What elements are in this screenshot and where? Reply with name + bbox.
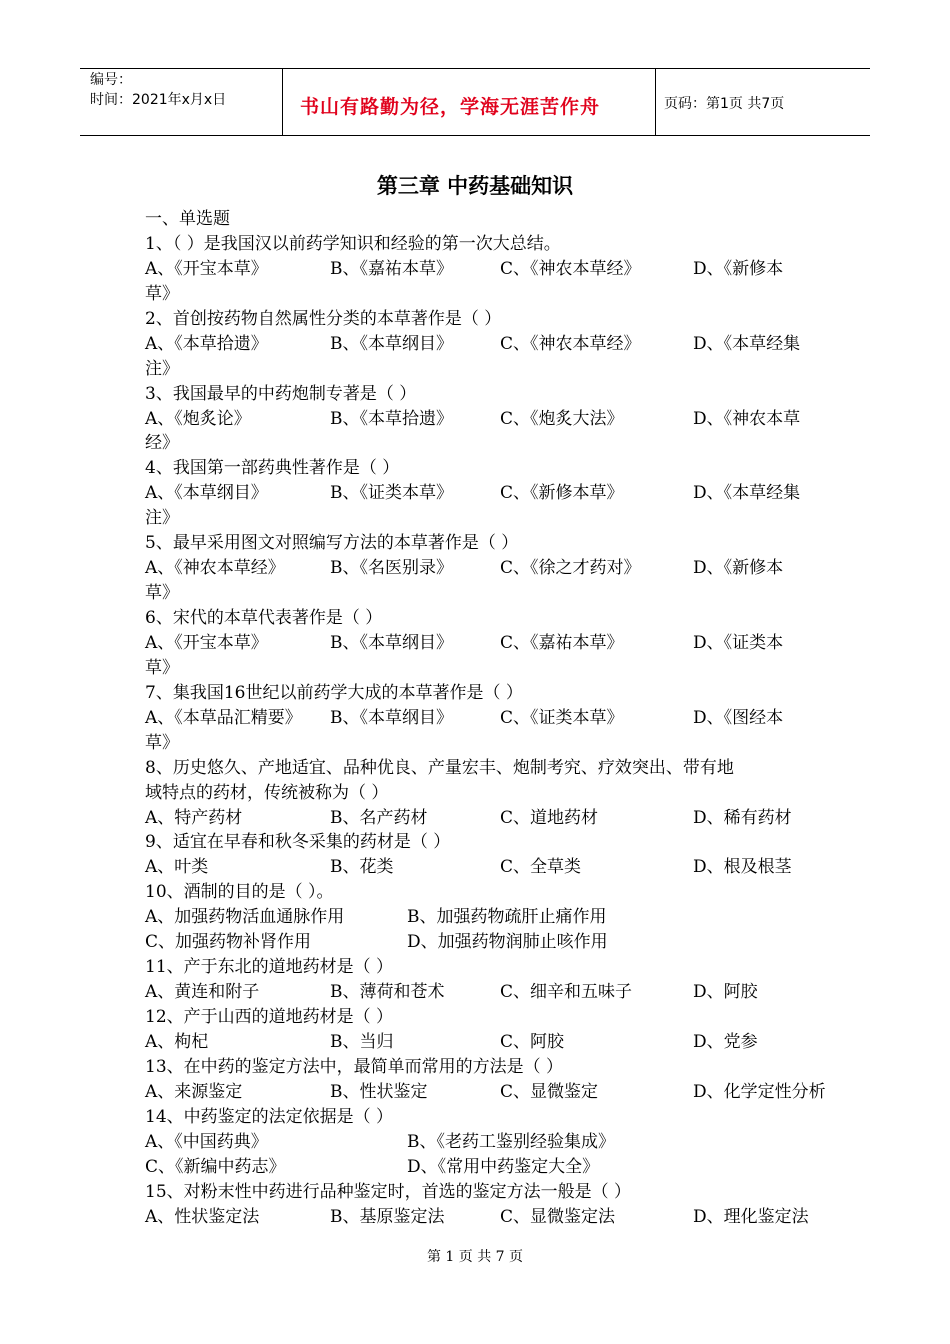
option-c: C、《嘉祐本草》 bbox=[500, 632, 624, 653]
option-wrap bbox=[145, 656, 815, 681]
header-divider-right bbox=[655, 68, 656, 136]
question-text: 9、适宜在早春和秋冬采集的药材是（ ） bbox=[145, 832, 451, 853]
option-text-continued: 注》 bbox=[145, 508, 179, 529]
question-9 bbox=[145, 830, 815, 855]
option-a: A、加强药物活血通脉作用 bbox=[145, 907, 345, 928]
option-b: B、《老药工鉴别经验集成》 bbox=[407, 1131, 615, 1152]
question-text: 8、历史悠久、产地适宜、品种优良、产量宏丰、炮制考究、疗效突出、带有地 bbox=[145, 757, 734, 778]
option-c: C、《炮炙大法》 bbox=[500, 408, 624, 429]
option-a: A、《神农本草经》 bbox=[145, 558, 285, 579]
page-footer: 第 1 页 共 7 页 bbox=[426, 1249, 524, 1265]
options-row bbox=[145, 1030, 815, 1055]
option-text-continued: 草》 bbox=[145, 657, 179, 678]
header-divider-left bbox=[282, 68, 283, 136]
option-d: D、根及根茎 bbox=[693, 857, 792, 878]
question-10 bbox=[145, 880, 815, 905]
option-d: D、稀有药材 bbox=[693, 807, 792, 828]
option-a: A、《中国药典》 bbox=[145, 1131, 268, 1152]
option-c: C、《证类本草》 bbox=[500, 707, 624, 728]
question-8 bbox=[145, 756, 815, 781]
question-15 bbox=[145, 1180, 815, 1205]
option-b: B、当归 bbox=[330, 1031, 394, 1052]
header-page-info: 页码：第1页 共7页 bbox=[664, 96, 785, 112]
options-row bbox=[145, 905, 815, 930]
option-d: D、《本草经集 bbox=[693, 483, 801, 504]
question-text: 11、产于东北的道地药材是（ ） bbox=[145, 957, 394, 978]
options-row bbox=[145, 980, 815, 1005]
question-text: 15、对粉末性中药进行品种鉴定时，首选的鉴定方法一般是（ ） bbox=[145, 1181, 632, 1202]
option-d: D、化学定性分析 bbox=[693, 1081, 826, 1102]
option-b: B、《名医别录》 bbox=[330, 558, 453, 579]
question-3 bbox=[145, 382, 815, 407]
option-wrap bbox=[145, 431, 815, 456]
question-4 bbox=[145, 456, 815, 481]
option-c: C、显微鉴定法 bbox=[500, 1206, 616, 1227]
option-c: C、显微鉴定 bbox=[500, 1081, 599, 1102]
question-11 bbox=[145, 955, 815, 980]
question-13 bbox=[145, 1055, 815, 1080]
option-a: A、来源鉴定 bbox=[145, 1081, 243, 1102]
option-a: A、枸杞 bbox=[145, 1031, 209, 1052]
options-row bbox=[145, 1130, 815, 1155]
option-d: D、阿胶 bbox=[693, 982, 758, 1003]
question-5 bbox=[145, 531, 815, 556]
options-row-2 bbox=[145, 1155, 815, 1180]
option-d: D、《证类本 bbox=[693, 632, 784, 653]
option-d: D、《新修本 bbox=[693, 558, 784, 579]
option-b: B、基原鉴定法 bbox=[330, 1206, 445, 1227]
header-top-rule bbox=[80, 68, 870, 69]
question-6 bbox=[145, 606, 815, 631]
option-a: A、《本草纲目》 bbox=[145, 483, 268, 504]
question-12 bbox=[145, 1005, 815, 1030]
option-a: A、《炮炙论》 bbox=[145, 408, 251, 429]
question-2 bbox=[145, 307, 815, 332]
option-d: D、《图经本 bbox=[693, 707, 784, 728]
option-a: A、特产药材 bbox=[145, 807, 243, 828]
option-d: D、《新修本 bbox=[693, 258, 784, 279]
options-row bbox=[145, 855, 815, 880]
option-b: B、花类 bbox=[330, 857, 394, 878]
option-c: C、《徐之才药对》 bbox=[500, 558, 641, 579]
option-a: A、黄连和附子 bbox=[145, 982, 260, 1003]
option-b: B、《本草纲目》 bbox=[330, 707, 453, 728]
option-d: D、《神农本草 bbox=[693, 408, 801, 429]
option-wrap bbox=[145, 357, 815, 382]
option-c: C、加强药物补肾作用 bbox=[145, 932, 312, 953]
option-text-continued: 草》 bbox=[145, 283, 179, 304]
options-row bbox=[145, 1080, 826, 1105]
question-list bbox=[145, 207, 826, 1229]
question-8-continued bbox=[145, 781, 815, 806]
section-heading: 一、单选题 bbox=[145, 209, 230, 229]
question-text: 5、最早采用图文对照编写方法的本草著作是（ ） bbox=[145, 533, 519, 554]
option-c: C、阿胶 bbox=[500, 1031, 565, 1052]
option-a: A、性状鉴定法 bbox=[145, 1206, 260, 1227]
option-b: B、《本草拾遗》 bbox=[330, 408, 453, 429]
option-text-continued: 注》 bbox=[145, 358, 179, 379]
question-text: 3、我国最早的中药炮制专著是（ ） bbox=[145, 383, 417, 404]
option-d: D、加强药物润肺止咳作用 bbox=[407, 932, 608, 953]
option-b: B、《本草纲目》 bbox=[330, 333, 453, 354]
option-a: A、《本草拾遗》 bbox=[145, 333, 268, 354]
options-row bbox=[145, 706, 815, 731]
question-text: 2、首创按药物自然属性分类的本草著作是（ ） bbox=[145, 308, 502, 329]
question-text: 14、中药鉴定的法定依据是（ ） bbox=[145, 1106, 394, 1127]
options-row bbox=[145, 556, 815, 581]
options-row bbox=[145, 806, 815, 831]
options-row bbox=[145, 257, 815, 282]
question-text: 7、集我国16世纪以前药学大成的本草著作是（ ） bbox=[145, 682, 523, 703]
option-a: A、《开宝本草》 bbox=[145, 258, 268, 279]
option-c: C、全草类 bbox=[500, 857, 582, 878]
header-motto: 书山有路勤为径，学海无涯苦作舟 bbox=[300, 96, 601, 118]
question-14 bbox=[145, 1105, 815, 1130]
option-b: B、《证类本草》 bbox=[330, 483, 453, 504]
option-b: B、《嘉祐本草》 bbox=[330, 258, 453, 279]
options-row bbox=[145, 631, 815, 656]
option-b: B、性状鉴定 bbox=[330, 1081, 428, 1102]
option-text-continued: 草》 bbox=[145, 732, 179, 753]
question-1 bbox=[145, 232, 815, 257]
question-text: 12、产于山西的道地药材是（ ） bbox=[145, 1007, 394, 1027]
header-bottom-rule bbox=[80, 135, 870, 136]
question-text: 10、酒制的目的是（ ）。 bbox=[145, 882, 334, 903]
chapter-title: 第三章 中药基础知识 bbox=[376, 174, 574, 198]
option-a: A、叶类 bbox=[145, 857, 209, 878]
option-c: C、《神农本草经》 bbox=[500, 333, 641, 354]
options-row bbox=[145, 407, 815, 432]
option-wrap bbox=[145, 506, 815, 531]
option-wrap bbox=[145, 282, 815, 307]
options-row-2 bbox=[145, 930, 815, 955]
option-d: D、《常用中药鉴定大全》 bbox=[407, 1156, 600, 1177]
question-7 bbox=[145, 681, 815, 706]
question-text: 6、宋代的本草代表著作是（ ） bbox=[145, 608, 383, 628]
option-wrap bbox=[145, 731, 815, 756]
document-number-label: 编号： bbox=[90, 72, 132, 88]
option-c: C、《新编中药志》 bbox=[145, 1156, 286, 1177]
option-c: C、《神农本草经》 bbox=[500, 258, 641, 279]
option-d: D、理化鉴定法 bbox=[693, 1206, 809, 1227]
options-row bbox=[145, 481, 815, 506]
question-text: 1、（ ）是我国汉以前药学知识和经验的第一次大总结。 bbox=[145, 233, 561, 254]
option-b: B、名产药材 bbox=[330, 807, 428, 828]
question-text-continued: 域特点的药材，传统被称为（ ） bbox=[145, 782, 389, 803]
option-c: C、细辛和五味子 bbox=[500, 982, 633, 1003]
option-b: B、薄荷和苍术 bbox=[330, 982, 445, 1003]
question-text: 13、在中药的鉴定方法中，最简单而常用的方法是（ ） bbox=[145, 1056, 564, 1077]
option-a: A、《本草品汇精要》 bbox=[145, 707, 302, 728]
document-date-label: 时间：2021年x月x日 bbox=[90, 92, 227, 108]
option-c: C、道地药材 bbox=[500, 807, 599, 828]
option-wrap bbox=[145, 581, 815, 606]
option-b: B、加强药物疏肝止痛作用 bbox=[407, 907, 607, 928]
options-row bbox=[145, 1205, 815, 1230]
option-d: D、党参 bbox=[693, 1031, 758, 1052]
option-text-continued: 草》 bbox=[145, 583, 179, 604]
option-d: D、《本草经集 bbox=[693, 333, 801, 354]
option-a: A、《开宝本草》 bbox=[145, 632, 268, 653]
question-text: 4、我国第一部药典性著作是（ ） bbox=[145, 458, 400, 479]
option-c: C、《新修本草》 bbox=[500, 483, 624, 504]
options-row bbox=[145, 332, 815, 357]
option-b: B、《本草纲目》 bbox=[330, 632, 453, 653]
option-text-continued: 经》 bbox=[145, 433, 179, 454]
